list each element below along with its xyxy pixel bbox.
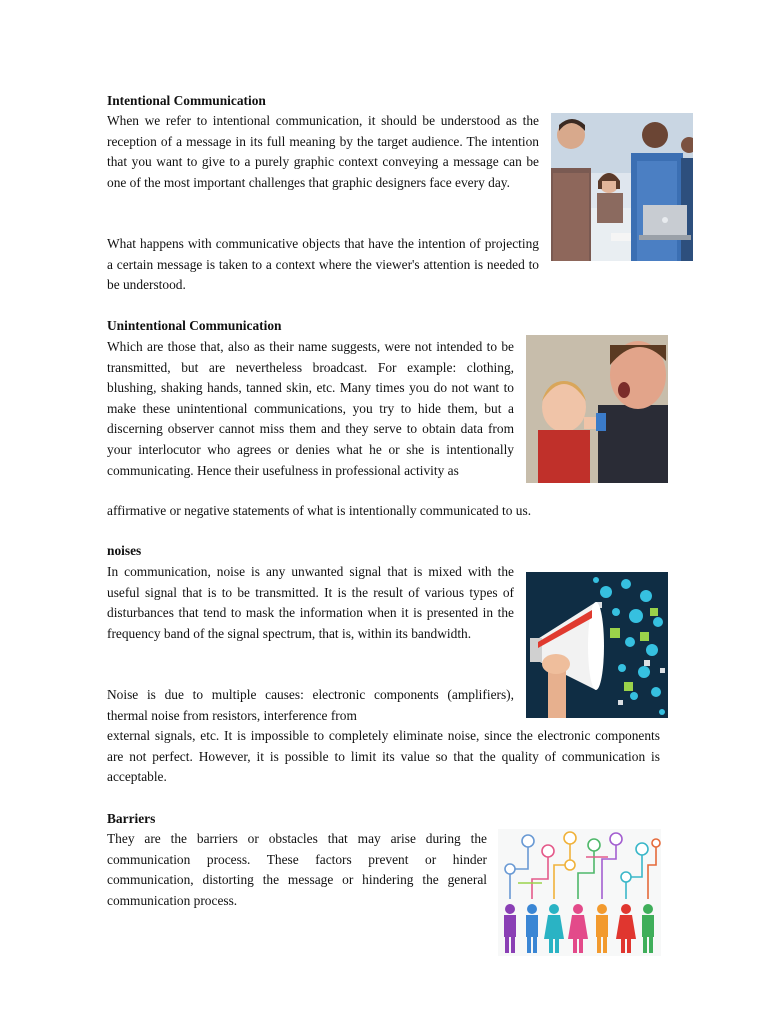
paragraph-barriers-1: They are the barriers or obstacles that may arise during the communication process. These factors prevent or hinder communication, distorting the message or hindering the general communication process. <box>107 831 487 908</box>
paragraph-noises-2: Noise is due to multiple causes: electronic components (amplifiers), thermal noise from resistors, interference from <box>107 687 514 723</box>
meeting-photo <box>551 113 693 261</box>
heading-noises: noises <box>107 543 142 558</box>
heading-unintentional-communication: Unintentional Communication <box>107 318 282 333</box>
paragraph-noises-2-end: external signals, etc. It is impossible to completely eliminate noise, since the electronic components are not perfect. However, it is possible to limit its value so that the quality of communication is acceptable. <box>107 728 660 785</box>
paragraph-intentional-2: What happens with communicative objects that have the intention of projecting a certain message is taken to a context where the viewer's attention is needed to be understood. <box>107 236 539 293</box>
paragraph-unintentional-1: Which are those that, also as their name suggests, were not intended to be transmitted, but are nevertheless broadcast. For example: clothing, blushing, shaking hands, tanned skin, etc. Many times you do not want to make these unintentional communications, you try to hide them, but a discerning observer cannot miss them and they serve to obtain data from your interlocutor who agrees or denies what he or she is intentionally communicating. Hence their usefulness in professional activity as <box>107 339 514 478</box>
heading-barriers: Barriers <box>107 811 156 826</box>
paragraph-noises-1: In communication, noise is any unwanted signal that is mixed with the useful signal that is to be transmitted. It is the result of various types of disturbances that tend to mask the information when it is presented in the frequency band of the signal spectrum, that is, within its bandwidth. <box>107 564 514 641</box>
father-child-photo <box>526 335 668 483</box>
paragraph-intentional-1: When we refer to intentional communication, it should be understood as the reception of a message in its full meaning by the target audience. The intention that you want to give to a purely graphic context conveying a message can be one of the most important challenges that graphic designers face every day. <box>107 113 539 190</box>
heading-intentional-communication: Intentional Communication <box>107 93 266 108</box>
paragraph-unintentional-1-end: affirmative or negative statements of what is intentionally communicated to us. <box>107 503 532 518</box>
people-network-image <box>498 829 661 956</box>
megaphone-icons-image <box>526 572 668 718</box>
